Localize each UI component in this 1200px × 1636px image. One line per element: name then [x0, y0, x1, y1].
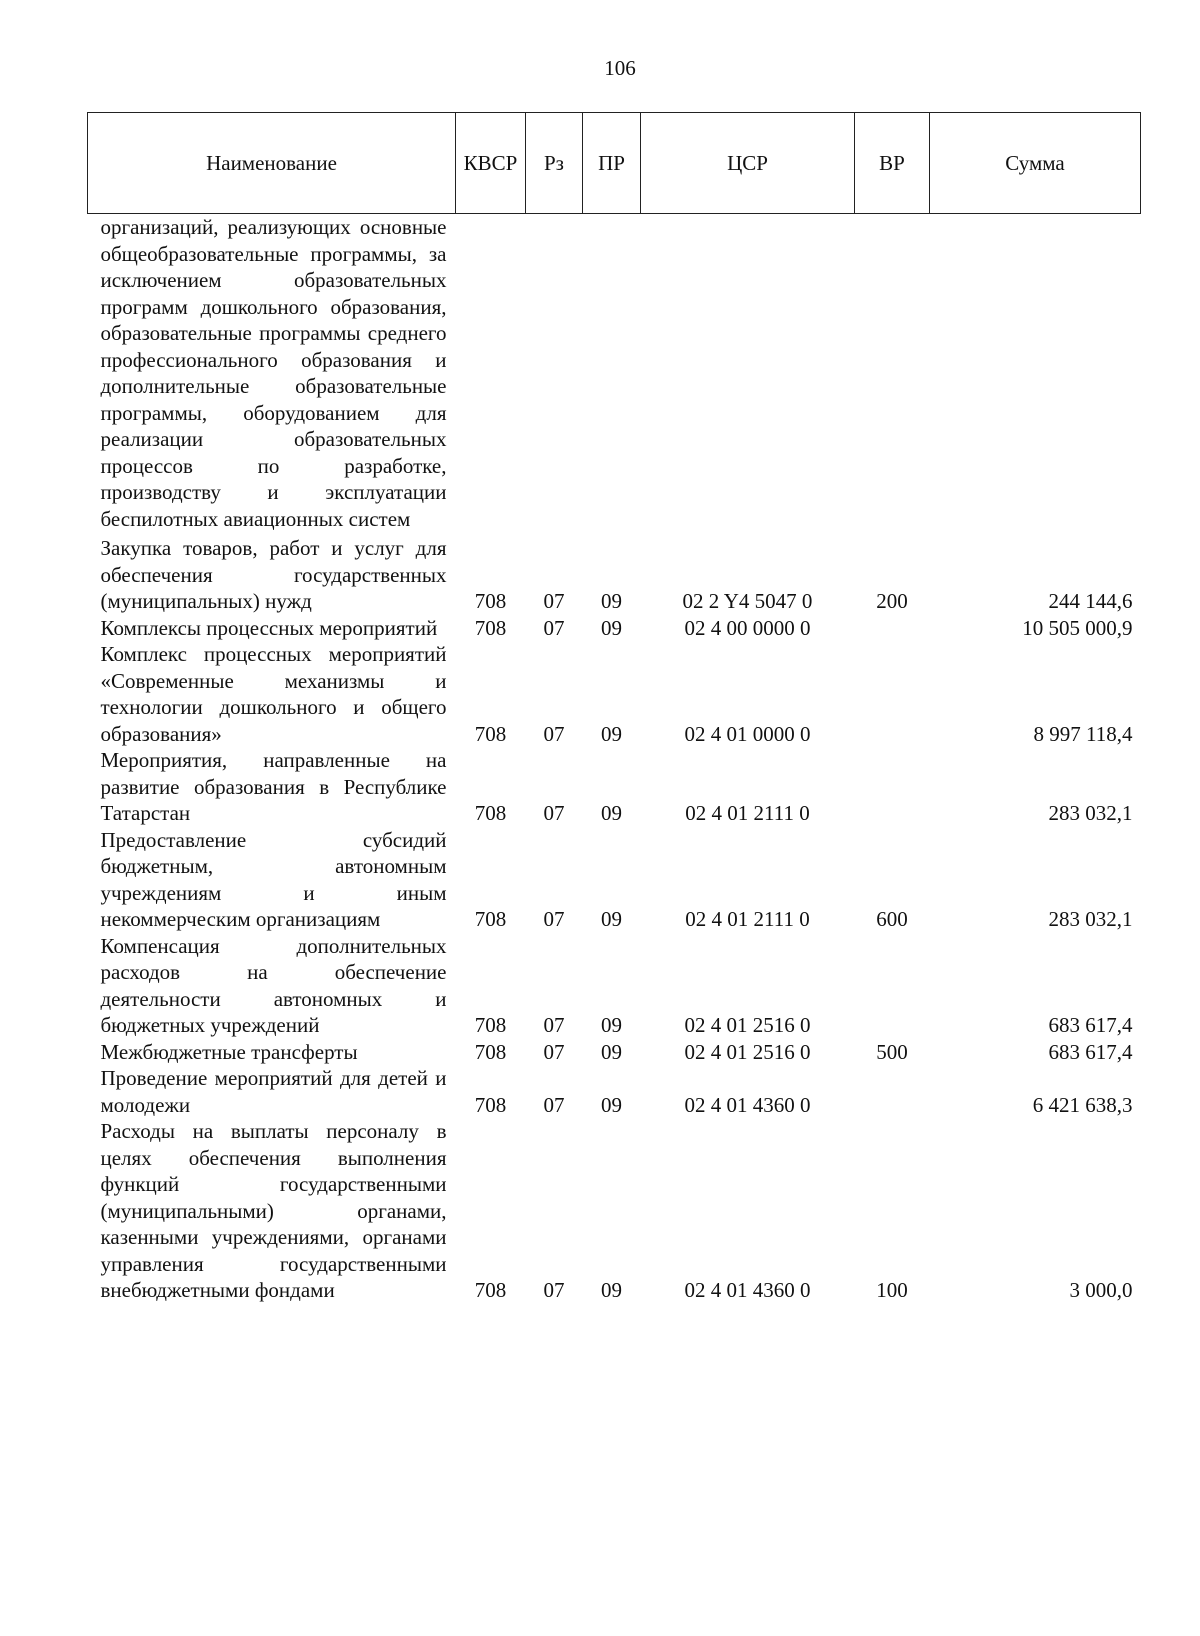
row-pr-cell: 09: [601, 1092, 622, 1117]
row-kvsr-cell: [456, 214, 526, 533]
row-vr-cell: [855, 615, 930, 642]
table-row: [88, 1039, 1141, 1066]
row-kvsr-cell: 708: [474, 1278, 507, 1302]
row-csr-cell: 02 2 Y4 5047 0: [682, 589, 813, 613]
row-vr-cell: 200: [876, 589, 908, 613]
table-row: [88, 615, 1141, 642]
row-kvsr-cell: 708: [474, 1092, 507, 1117]
row-kvsr-cell: 708: [474, 801, 507, 825]
row-csr-cell: [641, 214, 855, 533]
row-vr-cell: [855, 214, 930, 533]
row-vr-cell: [855, 1065, 930, 1118]
row-vr-cell: 600: [876, 907, 908, 931]
row-name-cell: Комплексы процессных мероприятий: [100, 615, 438, 640]
row-sum-cell: 283 032,1: [1048, 801, 1133, 825]
row-pr-cell: 09: [601, 1039, 622, 1064]
row-name-cell: Межбюджетные трансферты: [100, 1039, 358, 1064]
row-sum-cell: 8 997 118,4: [1033, 721, 1133, 746]
header-vr: ВР: [855, 113, 930, 214]
table-body: [88, 214, 1141, 1304]
row-vr-cell: [855, 747, 930, 827]
row-sum-cell: 10 505 000,9: [1022, 615, 1133, 640]
header-pr: ПР: [583, 113, 641, 214]
row-rz-cell: 07: [543, 615, 565, 640]
row-name-cell: Расходы на выплаты персоналу в целях обеспечения выполнения функций государственными (муниципальными) органами, казенными учреждениями, органами управления государственными внебюджетными фондами: [100, 1119, 447, 1302]
row-sum-cell: [930, 214, 1141, 533]
row-rz-cell: 07: [543, 589, 565, 613]
row-pr-cell: [583, 214, 641, 533]
row-csr-cell: 02 4 01 2111 0: [685, 907, 810, 931]
table-row: [88, 747, 1141, 827]
row-pr-cell: 09: [601, 1278, 622, 1302]
header-name: Наименование: [88, 113, 456, 214]
row-sum-cell: 683 617,4: [1048, 1039, 1133, 1064]
row-rz-cell: 07: [543, 907, 565, 931]
row-pr-cell: 09: [601, 907, 622, 931]
row-csr-cell: 02 4 01 2111 0: [685, 801, 810, 825]
row-pr-cell: 09: [601, 721, 622, 746]
row-sum-cell: 3 000,0: [1069, 1278, 1133, 1302]
row-kvsr-cell: 708: [474, 907, 507, 931]
row-csr-cell: 02 4 00 0000 0: [684, 615, 811, 640]
row-rz-cell: [526, 214, 583, 533]
table-row: [88, 1118, 1141, 1304]
row-vr-cell: 100: [876, 1278, 908, 1302]
row-name-cell: Мероприятия, направленные на развитие образования в Республике Татарстан: [100, 748, 447, 825]
page-number: 106: [604, 56, 636, 80]
row-rz-cell: 07: [543, 721, 565, 746]
row-sum-cell: 283 032,1: [1048, 907, 1133, 931]
header-kvsr: КВСР: [456, 113, 526, 214]
table-row: [88, 827, 1141, 933]
budget-table: [87, 112, 1141, 1304]
header-sum: Сумма: [930, 113, 1141, 214]
row-rz-cell: 07: [543, 1092, 565, 1117]
header-csr: ЦСР: [641, 113, 855, 214]
row-kvsr-cell: 708: [474, 589, 507, 613]
row-sum-cell: 6 421 638,3: [1032, 1092, 1133, 1117]
row-pr-cell: 09: [601, 589, 622, 613]
header-rz: Рз: [526, 113, 583, 214]
row-pr-cell: 09: [601, 1013, 622, 1037]
row-name-cell: организаций, реализующих основные общеобразовательные программы, за исключением образовательных программ дошкольного образования, образовательные программы среднего профессионального образования и дополнительные образовательные программы, оборудованием для реализации образовательных процессов по разработке, производству и эксплуатации беспилотных авиационных систем: [100, 215, 447, 531]
row-vr-cell: 500: [876, 1039, 908, 1064]
row-csr-cell: 02 4 01 2516 0: [684, 1039, 811, 1064]
row-name-cell: Проведение мероприятий для детей и молодежи: [100, 1066, 447, 1117]
table-row: [88, 214, 1141, 533]
row-vr-cell: [855, 933, 930, 1039]
row-name-cell: Предоставление субсидий бюджетным, автономным учреждениям и иным некоммерческим организациям: [100, 827, 447, 931]
row-name-cell: Закупка товаров, работ и услуг для обеспечения государственных (муниципальных) нужд: [100, 536, 447, 613]
row-kvsr-cell: 708: [474, 1013, 507, 1037]
row-kvsr-cell: 708: [474, 615, 507, 640]
row-csr-cell: 02 4 01 0000 0: [684, 721, 811, 746]
row-rz-cell: 07: [543, 1278, 565, 1302]
row-name-cell: Комплекс процессных мероприятий «Современные механизмы и технологии дошкольного и общего образования»: [100, 642, 447, 746]
table-row: [88, 641, 1141, 747]
row-rz-cell: 07: [543, 1013, 565, 1037]
row-sum-cell: 244 144,6: [1048, 589, 1133, 613]
row-csr-cell: 02 4 01 2516 0: [684, 1013, 811, 1037]
table-header: [88, 113, 1141, 214]
row-rz-cell: 07: [543, 801, 565, 825]
row-pr-cell: 09: [601, 801, 622, 825]
table-row: [88, 1065, 1141, 1118]
row-pr-cell: 09: [601, 615, 622, 640]
row-kvsr-cell: 708: [474, 1039, 507, 1064]
row-sum-cell: 683 617,4: [1048, 1013, 1133, 1037]
row-vr-cell: [855, 641, 930, 747]
row-name-cell: Компенсация дополнительных расходов на обеспечение деятельности автономных и бюджетных учреждений: [100, 933, 447, 1037]
row-csr-cell: 02 4 01 4360 0: [684, 1278, 811, 1302]
row-kvsr-cell: 708: [474, 721, 507, 746]
row-csr-cell: 02 4 01 4360 0: [684, 1092, 811, 1117]
row-rz-cell: 07: [543, 1039, 565, 1064]
table-row: [88, 535, 1141, 615]
table-row: [88, 933, 1141, 1039]
